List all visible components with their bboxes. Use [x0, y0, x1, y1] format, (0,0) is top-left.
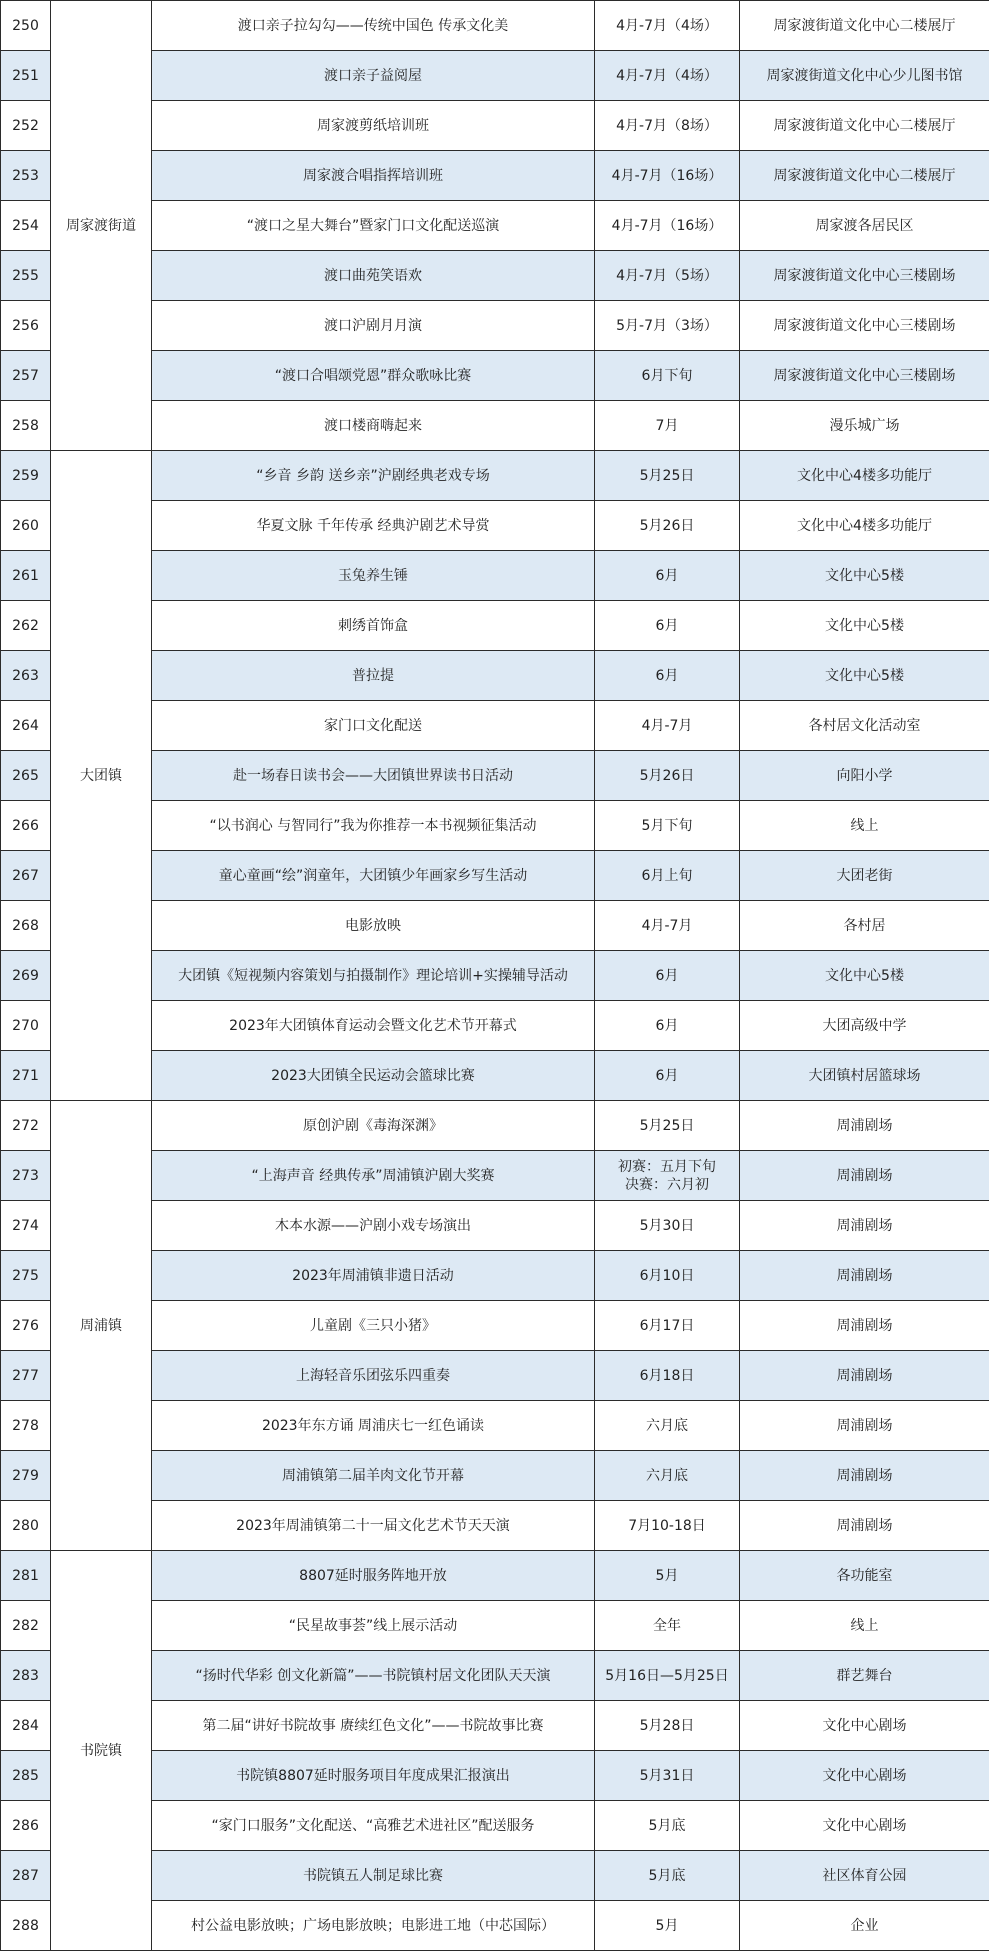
event-name: 2023年周浦镇非遗日活动 — [152, 1251, 595, 1301]
event-name: 赴一场春日读书会——大团镇世界读书日活动 — [152, 751, 595, 801]
event-name: 木本水源——沪剧小戏专场演出 — [152, 1201, 595, 1251]
area-cell: 大团镇 — [51, 451, 152, 1101]
event-place: 周浦剧场 — [740, 1201, 989, 1251]
event-time: 5月底 — [595, 1801, 740, 1851]
row-number: 282 — [1, 1601, 51, 1651]
event-time: 六月底 — [595, 1451, 740, 1501]
event-name: 刺绣首饰盒 — [152, 601, 595, 651]
event-place: 文化中心剧场 — [740, 1801, 989, 1851]
event-time: 5月下旬 — [595, 801, 740, 851]
event-place: 周家渡街道文化中心二楼展厅 — [740, 151, 989, 201]
event-time: 六月底 — [595, 1401, 740, 1451]
event-name: 2023年周浦镇第二十一届文化艺术节天天演 — [152, 1501, 595, 1551]
row-number: 258 — [1, 401, 51, 451]
row-number: 271 — [1, 1051, 51, 1101]
event-time: 5月 — [595, 1551, 740, 1601]
event-place: 周家渡各居民区 — [740, 201, 989, 251]
row-number: 259 — [1, 451, 51, 501]
event-place: 周家渡街道文化中心三楼剧场 — [740, 251, 989, 301]
event-name: 华夏文脉 千年传承 经典沪剧艺术导赏 — [152, 501, 595, 551]
event-name: 渡口楼商嗨起来 — [152, 401, 595, 451]
event-place: 周浦剧场 — [740, 1351, 989, 1401]
event-time: 4月-7月（16场） — [595, 201, 740, 251]
event-name: “以书润心 与智同行”我为你推荐一本书视频征集活动 — [152, 801, 595, 851]
row-number: 256 — [1, 301, 51, 351]
event-name: 家门口文化配送 — [152, 701, 595, 751]
event-place: 文化中心5楼 — [740, 951, 989, 1001]
event-name: 书院镇五人制足球比赛 — [152, 1851, 595, 1901]
event-time: 7月 — [595, 401, 740, 451]
event-time: 5月26日 — [595, 751, 740, 801]
event-time: 6月 — [595, 651, 740, 701]
event-place: 周浦剧场 — [740, 1251, 989, 1301]
event-time: 5月-7月（3场） — [595, 301, 740, 351]
event-place: 大团老街 — [740, 851, 989, 901]
event-place: 各村居文化活动室 — [740, 701, 989, 751]
row-number: 285 — [1, 1751, 51, 1801]
event-time: 6月下旬 — [595, 351, 740, 401]
event-place: 文化中心4楼多功能厅 — [740, 501, 989, 551]
event-place: 各功能室 — [740, 1551, 989, 1601]
event-place: 周家渡街道文化中心三楼剧场 — [740, 351, 989, 401]
event-name: 周家渡剪纸培训班 — [152, 101, 595, 151]
row-number: 269 — [1, 951, 51, 1001]
area-cell: 周家渡街道 — [51, 1, 152, 451]
event-place: 周家渡街道文化中心三楼剧场 — [740, 301, 989, 351]
event-place: 周浦剧场 — [740, 1101, 989, 1151]
event-name: 村公益电影放映；广场电影放映；电影进工地（中芯国际） — [152, 1901, 595, 1951]
row-number: 268 — [1, 901, 51, 951]
table-row — [1, 1551, 989, 1601]
event-place: 社区体育公园 — [740, 1851, 989, 1901]
event-place: 各村居 — [740, 901, 989, 951]
event-time: 5月25日 — [595, 1101, 740, 1151]
event-place: 文化中心5楼 — [740, 551, 989, 601]
event-name: 渡口曲苑笑语欢 — [152, 251, 595, 301]
event-place: 文化中心5楼 — [740, 601, 989, 651]
event-name: 大团镇《短视频内容策划与拍摄制作》理论培训+实操辅导活动 — [152, 951, 595, 1001]
row-number: 251 — [1, 51, 51, 101]
row-number: 274 — [1, 1201, 51, 1251]
table-body — [1, 1, 989, 1951]
event-place: 大团镇村居篮球场 — [740, 1051, 989, 1101]
table-row — [1, 1, 989, 51]
event-time: 5月26日 — [595, 501, 740, 551]
event-name: “乡音 乡韵 送乡亲”沪剧经典老戏专场 — [152, 451, 595, 501]
event-name: “渡口之星大舞台”暨家门口文化配送巡演 — [152, 201, 595, 251]
event-time: 5月28日 — [595, 1701, 740, 1751]
event-name: 周浦镇第二届羊肉文化节开幕 — [152, 1451, 595, 1501]
event-time: 5月底 — [595, 1851, 740, 1901]
event-time: 6月 — [595, 1051, 740, 1101]
event-place: 周浦剧场 — [740, 1301, 989, 1351]
event-time: 6月 — [595, 601, 740, 651]
event-name: 周家渡合唱指挥培训班 — [152, 151, 595, 201]
row-number: 273 — [1, 1151, 51, 1201]
event-place: 漫乐城广场 — [740, 401, 989, 451]
row-number: 250 — [1, 1, 51, 51]
row-number: 279 — [1, 1451, 51, 1501]
row-number: 272 — [1, 1101, 51, 1151]
row-number: 265 — [1, 751, 51, 801]
row-number: 280 — [1, 1501, 51, 1551]
event-time: 6月 — [595, 551, 740, 601]
event-place: 群艺舞台 — [740, 1651, 989, 1701]
row-number: 257 — [1, 351, 51, 401]
event-name: 第二届“讲好书院故事 赓续红色文化”——书院故事比赛 — [152, 1701, 595, 1751]
row-number: 275 — [1, 1251, 51, 1301]
row-number: 283 — [1, 1651, 51, 1701]
event-time: 4月-7月（4场） — [595, 1, 740, 51]
event-name: 书院镇8807延时服务项目年度成果汇报演出 — [152, 1751, 595, 1801]
event-place: 大团高级中学 — [740, 1001, 989, 1051]
area-cell: 书院镇 — [51, 1551, 152, 1951]
event-time: 6月 — [595, 951, 740, 1001]
row-number: 270 — [1, 1001, 51, 1051]
event-place: 周家渡街道文化中心少儿图书馆 — [740, 51, 989, 101]
row-number: 266 — [1, 801, 51, 851]
event-name: 上海轻音乐团弦乐四重奏 — [152, 1351, 595, 1401]
event-time: 5月30日 — [595, 1201, 740, 1251]
row-number: 253 — [1, 151, 51, 201]
row-number: 252 — [1, 101, 51, 151]
event-time: 5月25日 — [595, 451, 740, 501]
row-number: 276 — [1, 1301, 51, 1351]
event-name: 2023大团镇全民运动会篮球比赛 — [152, 1051, 595, 1101]
event-name: 普拉提 — [152, 651, 595, 701]
event-name: 渡口亲子益阅屋 — [152, 51, 595, 101]
event-name: 2023年大团镇体育运动会暨文化艺术节开幕式 — [152, 1001, 595, 1051]
event-time: 4月-7月（4场） — [595, 51, 740, 101]
row-number: 261 — [1, 551, 51, 601]
event-time: 6月 — [595, 1001, 740, 1051]
event-time: 全年 — [595, 1601, 740, 1651]
event-name: “扬时代华彩 创文化新篇”——书院镇村居文化团队天天演 — [152, 1651, 595, 1701]
row-number: 262 — [1, 601, 51, 651]
event-place: 文化中心剧场 — [740, 1701, 989, 1751]
event-place: 文化中心5楼 — [740, 651, 989, 701]
event-time: 4月-7月（8场） — [595, 101, 740, 151]
event-time: 7月10-18日 — [595, 1501, 740, 1551]
event-place: 文化中心剧场 — [740, 1751, 989, 1801]
row-number: 284 — [1, 1701, 51, 1751]
table-row — [1, 1101, 989, 1151]
row-number: 281 — [1, 1551, 51, 1601]
event-name: 渡口亲子拉勾勾——传统中国色 传承文化美 — [152, 1, 595, 51]
event-place: 线上 — [740, 801, 989, 851]
event-name: 2023年东方诵 周浦庆七一红色诵读 — [152, 1401, 595, 1451]
event-time: 4月-7月（16场） — [595, 151, 740, 201]
event-time: 4月-7月 — [595, 901, 740, 951]
event-place: 周浦剧场 — [740, 1501, 989, 1551]
row-number: 288 — [1, 1901, 51, 1951]
row-number: 277 — [1, 1351, 51, 1401]
event-place: 文化中心4楼多功能厅 — [740, 451, 989, 501]
event-time: 4月-7月 — [595, 701, 740, 751]
event-time: 6月18日 — [595, 1351, 740, 1401]
event-time: 6月上旬 — [595, 851, 740, 901]
event-name: “家门口服务”文化配送、“高雅艺术进社区”配送服务 — [152, 1801, 595, 1851]
event-name: 原创沪剧《毒海深渊》 — [152, 1101, 595, 1151]
event-name: 电影放映 — [152, 901, 595, 951]
row-number: 260 — [1, 501, 51, 551]
event-place: 周浦剧场 — [740, 1401, 989, 1451]
area-cell: 周浦镇 — [51, 1101, 152, 1551]
row-number: 267 — [1, 851, 51, 901]
event-place: 周家渡街道文化中心二楼展厅 — [740, 101, 989, 151]
row-number: 264 — [1, 701, 51, 751]
event-name: “民星故事荟”线上展示活动 — [152, 1601, 595, 1651]
event-name: 8807延时服务阵地开放 — [152, 1551, 595, 1601]
event-time: 6月17日 — [595, 1301, 740, 1351]
event-name: “上海声音 经典传承”周浦镇沪剧大奖赛 — [152, 1151, 595, 1201]
event-place: 线上 — [740, 1601, 989, 1651]
row-number: 278 — [1, 1401, 51, 1451]
event-name: 儿童剧《三只小猪》 — [152, 1301, 595, 1351]
event-place: 周浦剧场 — [740, 1151, 989, 1201]
row-number: 255 — [1, 251, 51, 301]
row-number: 254 — [1, 201, 51, 251]
event-name: “渡口合唱颂党恩”群众歌咏比赛 — [152, 351, 595, 401]
table-row — [1, 451, 989, 501]
event-time: 4月-7月（5场） — [595, 251, 740, 301]
event-time: 5月16日—5月25日 — [595, 1651, 740, 1701]
event-name: 童心童画“绘”润童年，大团镇少年画家乡写生活动 — [152, 851, 595, 901]
event-name: 渡口沪剧月月演 — [152, 301, 595, 351]
event-time: 5月31日 — [595, 1751, 740, 1801]
event-time: 初赛：五月下旬 决赛：六月初 — [595, 1151, 740, 1201]
event-time: 6月10日 — [595, 1251, 740, 1301]
event-place: 企业 — [740, 1901, 989, 1951]
event-place: 周浦剧场 — [740, 1451, 989, 1501]
event-name: 玉兔养生锤 — [152, 551, 595, 601]
event-place: 向阳小学 — [740, 751, 989, 801]
event-place: 周家渡街道文化中心二楼展厅 — [740, 1, 989, 51]
row-number: 263 — [1, 651, 51, 701]
event-time: 5月 — [595, 1901, 740, 1951]
row-number: 286 — [1, 1801, 51, 1851]
row-number: 287 — [1, 1851, 51, 1901]
